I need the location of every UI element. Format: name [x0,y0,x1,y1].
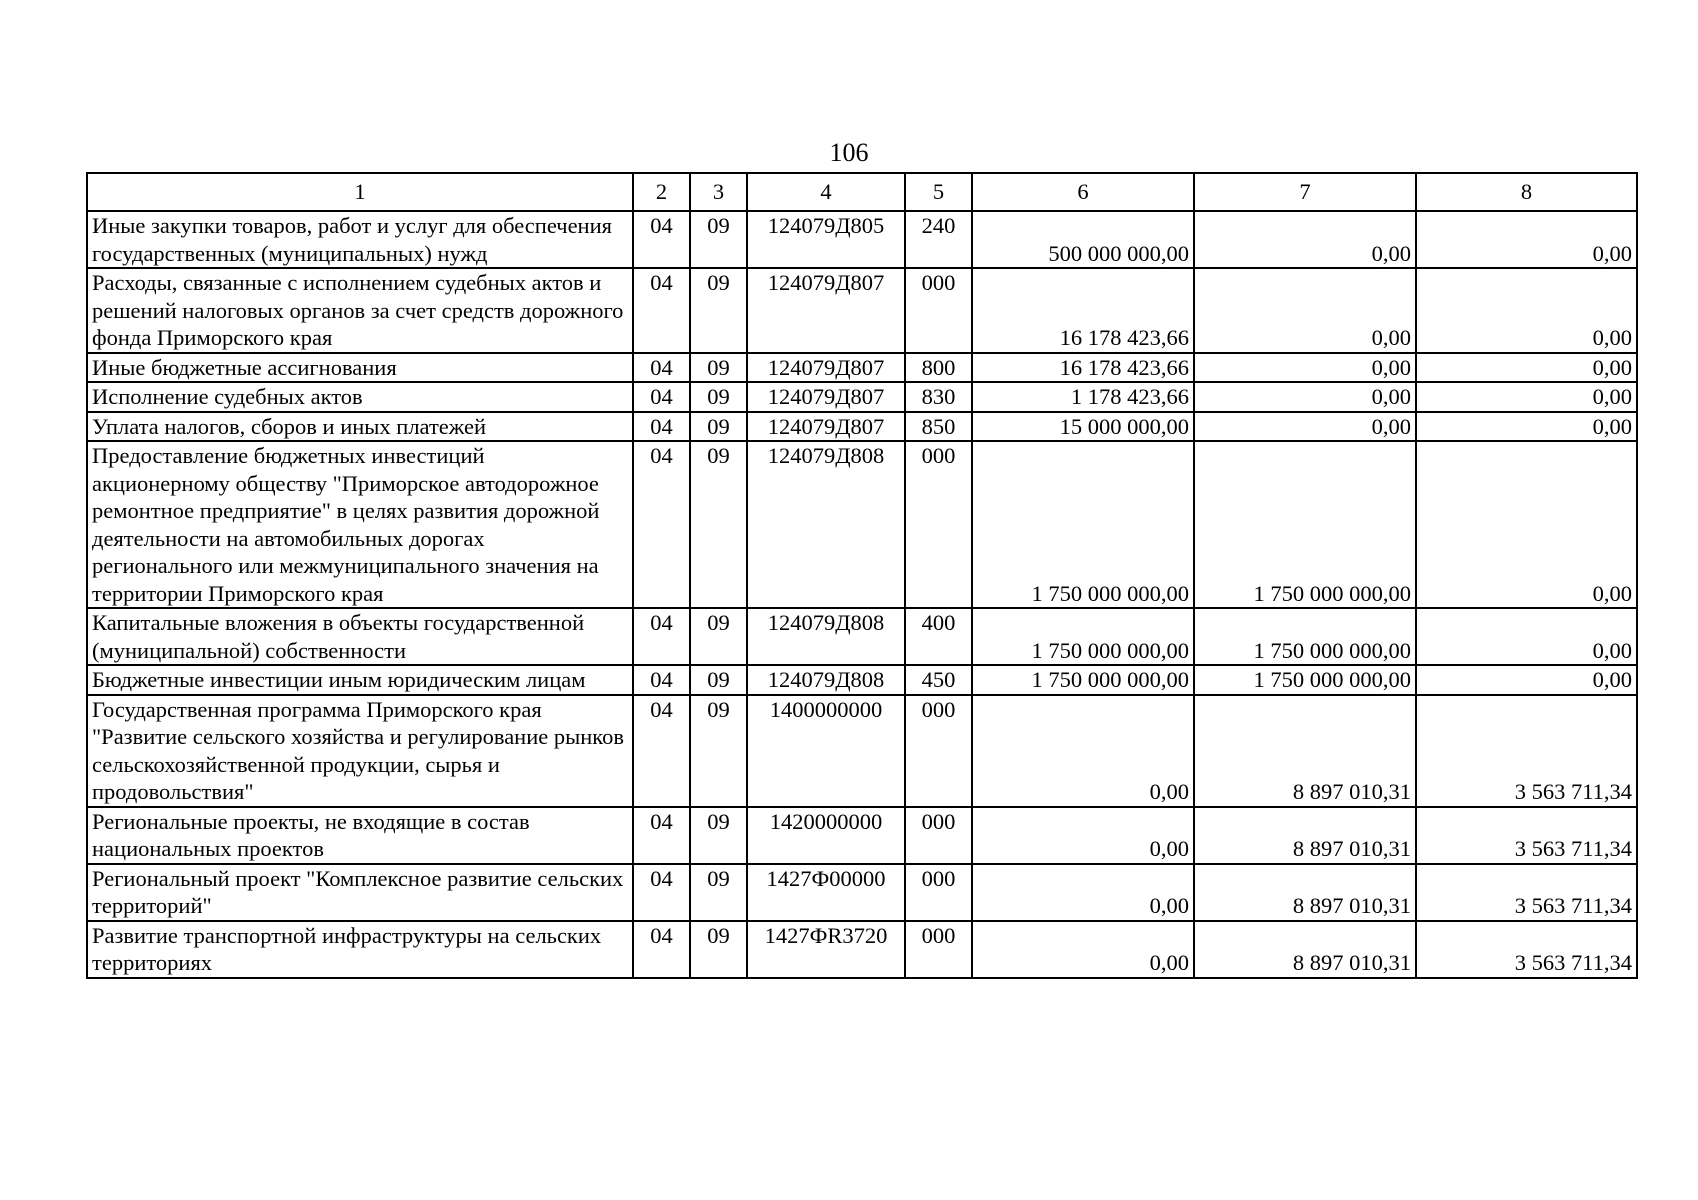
expense-type-cell: 000 [905,695,972,807]
section-code-cell: 04 [633,412,690,442]
row-name-cell: Региональные проекты, не входящие в состав национальных проектов [87,807,633,864]
amount-col8-cell: 0,00 [1416,412,1637,442]
amount-col8-cell: 3 563 711,34 [1416,864,1637,921]
column-header: 2 [633,173,690,211]
row-name-cell: Иные бюджетные ассигнования [87,353,633,383]
table-row [87,412,1637,442]
amount-col7-cell: 1 750 000 000,00 [1194,608,1416,665]
expense-type-cell: 000 [905,807,972,864]
target-article-cell: 124079Д807 [747,268,905,353]
amount-col6-cell: 1 178 423,66 [972,382,1194,412]
section-code-cell: 04 [633,864,690,921]
column-header: 6 [972,173,1194,211]
amount-col7-cell: 0,00 [1194,382,1416,412]
subsection-code-cell: 09 [690,665,747,695]
section-code-cell: 04 [633,921,690,978]
row-name-cell: Иные закупки товаров, работ и услуг для обеспечения государственных (муниципальных) нужд [87,211,633,268]
expense-type-cell: 000 [905,864,972,921]
expense-type-cell: 000 [905,268,972,353]
amount-col7-cell: 8 897 010,31 [1194,921,1416,978]
subsection-code-cell: 09 [690,268,747,353]
amount-col6-cell: 15 000 000,00 [972,412,1194,442]
section-code-cell: 04 [633,211,690,268]
section-code-cell: 04 [633,665,690,695]
target-article-cell: 1400000000 [747,695,905,807]
column-header: 3 [690,173,747,211]
expense-type-cell: 800 [905,353,972,383]
table-row [87,921,1637,978]
amount-col8-cell: 0,00 [1416,441,1637,608]
amount-col6-cell: 0,00 [972,864,1194,921]
subsection-code-cell: 09 [690,807,747,864]
amount-col7-cell: 0,00 [1194,412,1416,442]
target-article-cell: 124079Д808 [747,441,905,608]
subsection-code-cell: 09 [690,211,747,268]
amount-col7-cell: 1 750 000 000,00 [1194,441,1416,608]
subsection-code-cell: 09 [690,412,747,442]
budget-table [86,172,1638,979]
amount-col8-cell: 0,00 [1416,665,1637,695]
amount-col7-cell: 0,00 [1194,211,1416,268]
table-header-row [87,173,1637,211]
subsection-code-cell: 09 [690,382,747,412]
amount-col6-cell: 1 750 000 000,00 [972,608,1194,665]
amount-col6-cell: 16 178 423,66 [972,353,1194,383]
amount-col7-cell: 8 897 010,31 [1194,695,1416,807]
row-name-cell: Государственная программа Приморского края "Развитие сельского хозяйства и регулирование рынков сельскохозяйственной продукции, сырья и продовольствия" [87,695,633,807]
row-name-cell: Исполнение судебных актов [87,382,633,412]
amount-col6-cell: 16 178 423,66 [972,268,1194,353]
subsection-code-cell: 09 [690,608,747,665]
subsection-code-cell: 09 [690,921,747,978]
amount-col7-cell: 0,00 [1194,353,1416,383]
row-name-cell: Предоставление бюджетных инвестиций акционерному обществу "Приморское автодорожное ремонтное предприятие" в целях развития дорожной деятельности на автомобильных дорогах регионального или межмуниципального значения на территории Приморского края [87,441,633,608]
amount-col8-cell: 0,00 [1416,268,1637,353]
amount-col6-cell: 1 750 000 000,00 [972,665,1194,695]
expense-type-cell: 240 [905,211,972,268]
table-row [87,382,1637,412]
amount-col7-cell: 8 897 010,31 [1194,807,1416,864]
table-row [87,268,1637,353]
target-article-cell: 124079Д805 [747,211,905,268]
amount-col8-cell: 0,00 [1416,353,1637,383]
expense-type-cell: 000 [905,441,972,608]
amount-col7-cell: 8 897 010,31 [1194,864,1416,921]
table-row [87,807,1637,864]
row-name-cell: Развитие транспортной инфраструктуры на сельских территориях [87,921,633,978]
column-header: 8 [1416,173,1637,211]
amount-col6-cell: 0,00 [972,807,1194,864]
target-article-cell: 1427ФR3720 [747,921,905,978]
amount-col6-cell: 1 750 000 000,00 [972,441,1194,608]
amount-col8-cell: 0,00 [1416,382,1637,412]
table-row [87,695,1637,807]
table-row [87,864,1637,921]
page-number: 106 [829,138,869,167]
row-name-cell: Уплата налогов, сборов и иных платежей [87,412,633,442]
subsection-code-cell: 09 [690,695,747,807]
section-code-cell: 04 [633,695,690,807]
expense-type-cell: 000 [905,921,972,978]
amount-col8-cell: 0,00 [1416,608,1637,665]
section-code-cell: 04 [633,382,690,412]
expense-type-cell: 400 [905,608,972,665]
column-header: 7 [1194,173,1416,211]
target-article-cell: 124079Д807 [747,412,905,442]
column-header: 5 [905,173,972,211]
section-code-cell: 04 [633,441,690,608]
expense-type-cell: 830 [905,382,972,412]
subsection-code-cell: 09 [690,441,747,608]
amount-col8-cell: 3 563 711,34 [1416,807,1637,864]
amount-col6-cell: 0,00 [972,921,1194,978]
amount-col6-cell: 0,00 [972,695,1194,807]
row-name-cell: Расходы, связанные с исполнением судебных актов и решений налоговых органов за счет средств дорожного фонда Приморского края [87,268,633,353]
table-row [87,665,1637,695]
row-name-cell: Бюджетные инвестиции иным юридическим лицам [87,665,633,695]
column-header: 4 [747,173,905,211]
table-row [87,211,1637,268]
amount-col7-cell: 0,00 [1194,268,1416,353]
amount-col8-cell: 3 563 711,34 [1416,695,1637,807]
expense-type-cell: 450 [905,665,972,695]
table-row [87,353,1637,383]
section-code-cell: 04 [633,608,690,665]
row-name-cell: Капитальные вложения в объекты государственной (муниципальной) собственности [87,608,633,665]
table-row [87,441,1637,608]
section-code-cell: 04 [633,268,690,353]
subsection-code-cell: 09 [690,353,747,383]
target-article-cell: 124079Д807 [747,353,905,383]
row-name-cell: Региональный проект "Комплексное развитие сельских территорий" [87,864,633,921]
table-row [87,608,1637,665]
target-article-cell: 124079Д807 [747,382,905,412]
subsection-code-cell: 09 [690,864,747,921]
target-article-cell: 1420000000 [747,807,905,864]
expense-type-cell: 850 [905,412,972,442]
section-code-cell: 04 [633,353,690,383]
target-article-cell: 124079Д808 [747,665,905,695]
target-article-cell: 1427Ф00000 [747,864,905,921]
target-article-cell: 124079Д808 [747,608,905,665]
column-header: 1 [87,173,633,211]
amount-col8-cell: 0,00 [1416,211,1637,268]
amount-col8-cell: 3 563 711,34 [1416,921,1637,978]
section-code-cell: 04 [633,807,690,864]
amount-col7-cell: 1 750 000 000,00 [1194,665,1416,695]
amount-col6-cell: 500 000 000,00 [972,211,1194,268]
